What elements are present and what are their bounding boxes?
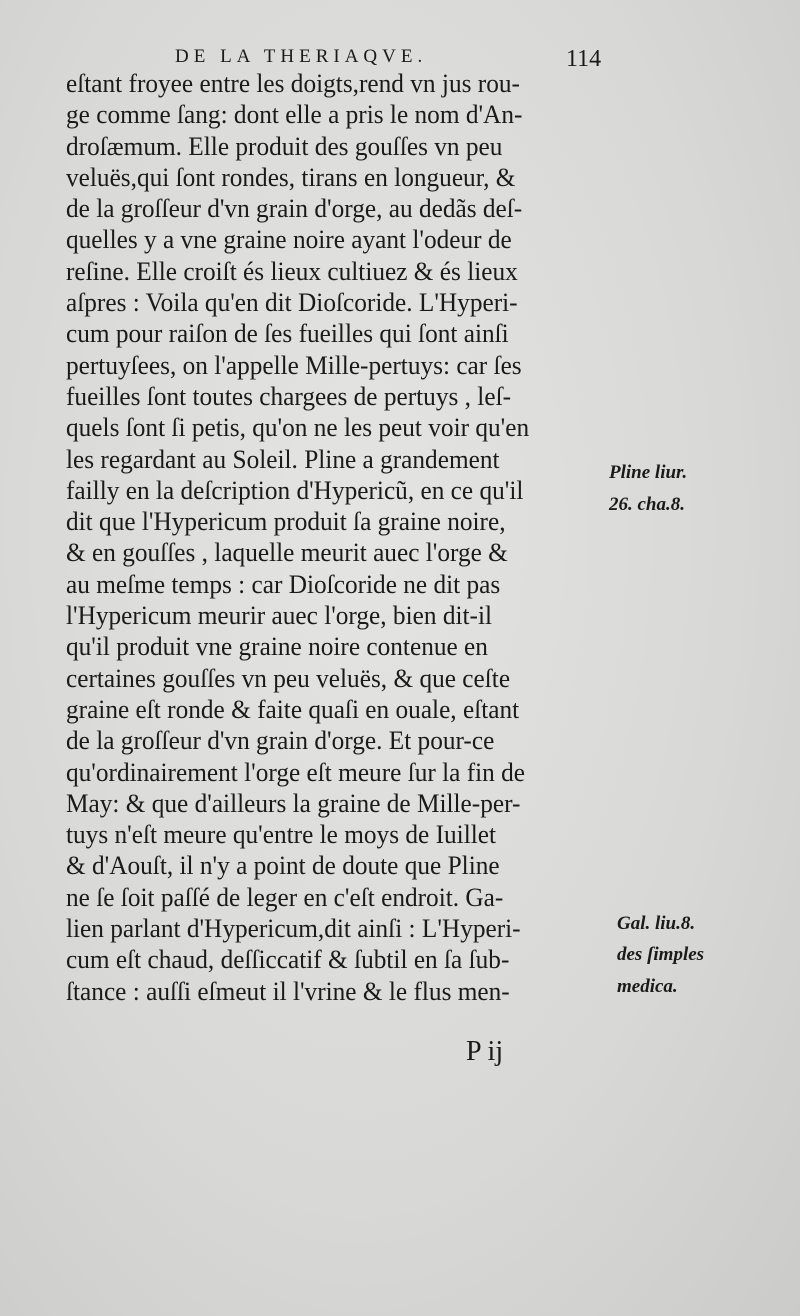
margin-note-line: Pline liur. [609,462,688,483]
text-line: lien parlant d'Hypericum,dit ainſi : L'Hyperi- [66,914,521,944]
text-line: ne ſe ſoit paſſé de leger en c'eſt endroit. Ga- [66,882,504,912]
text-line: les regardant au Soleil. Pline a grandement [66,444,500,474]
text-line: graine eſt ronde & faite quaſi en ouale, eſtant [66,694,520,724]
signature-mark: P ij [466,1036,504,1067]
text-line: qu'ordinairement l'orge eſt meure ſur la fin de [66,757,526,787]
text-line: de la groſſeur d'vn grain d'orge. Et pour-ce [66,726,495,756]
text-line: fueilles ſont toutes chargees de pertuys , leſ- [66,381,512,411]
running-title: DE LA THERIAQVE. [175,46,428,67]
text-line: pertuyſees, on l'appelle Mille-pertuys: car ſes [66,350,522,380]
text-line: au meſme temps : car Dioſcoride ne dit pas [66,569,501,599]
body-text [66,68,626,1007]
text-line: qu'il produit vne graine noire contenue en [66,632,488,662]
page-number: 114 [566,46,602,72]
margin-note-line: des ſimples [617,944,705,965]
text-line: & en gouſſes , laquelle meurit auec l'orge & [66,538,508,568]
text-line: droſæmum. Elle produit des gouſſes vn peu [66,131,503,161]
text-line: May: & que d'ailleurs la graine de Mille-per- [66,788,521,818]
margin-note-line: 26. cha.8. [609,494,685,515]
text-line: de la groſſeur d'vn grain d'orge, au dedãs deſ- [66,194,523,224]
text-line: quelles y a vne graine noire ayant l'odeur de [66,225,512,255]
text-line: reſine. Elle croiſt és lieux cultiuez & és lieux [66,256,518,286]
margin-note-line: medica. [617,976,678,997]
text-line: tuys n'eſt meure qu'entre le moys de Iuillet [66,820,497,850]
text-line: cum eſt chaud, deſſiccatif & ſubtil en ſa ſub- [66,945,510,975]
text-line: quels ſont ſi petis, qu'on ne les peut voir qu'en [66,413,530,443]
text-line: eſtant froyee entre les doigts,rend vn jus rou- [66,69,520,98]
text-line: ſtance : auſſi eſmeut il l'vrine & le flus men- [66,976,510,1006]
text-line: & d'Aouſt, il n'y a point de doute que Pline [66,851,500,881]
text-line: failly en la deſcription d'Hypericũ, en ce qu'il [66,475,524,505]
text-line: ge comme ſang: dont elle a pris le nom d'An- [66,100,523,130]
text-line: veluës,qui ſont rondes, tirans en longueur, & [66,162,516,192]
text-line: l'Hypericum meurir auec l'orge, bien dit-il [66,601,493,631]
text-line: aſpres : Voila qu'en dit Dioſcoride. L'Hyperi- [66,288,518,318]
text-line: dit que l'Hypericum produit ſa graine noire, [66,507,506,537]
text-line: certaines gouſſes vn peu veluës, & que ceſte [66,663,511,693]
margin-note-line: Gal. liu.8. [617,913,696,934]
text-line: cum pour raiſon de ſes fueilles qui ſont ainſi [66,319,509,349]
